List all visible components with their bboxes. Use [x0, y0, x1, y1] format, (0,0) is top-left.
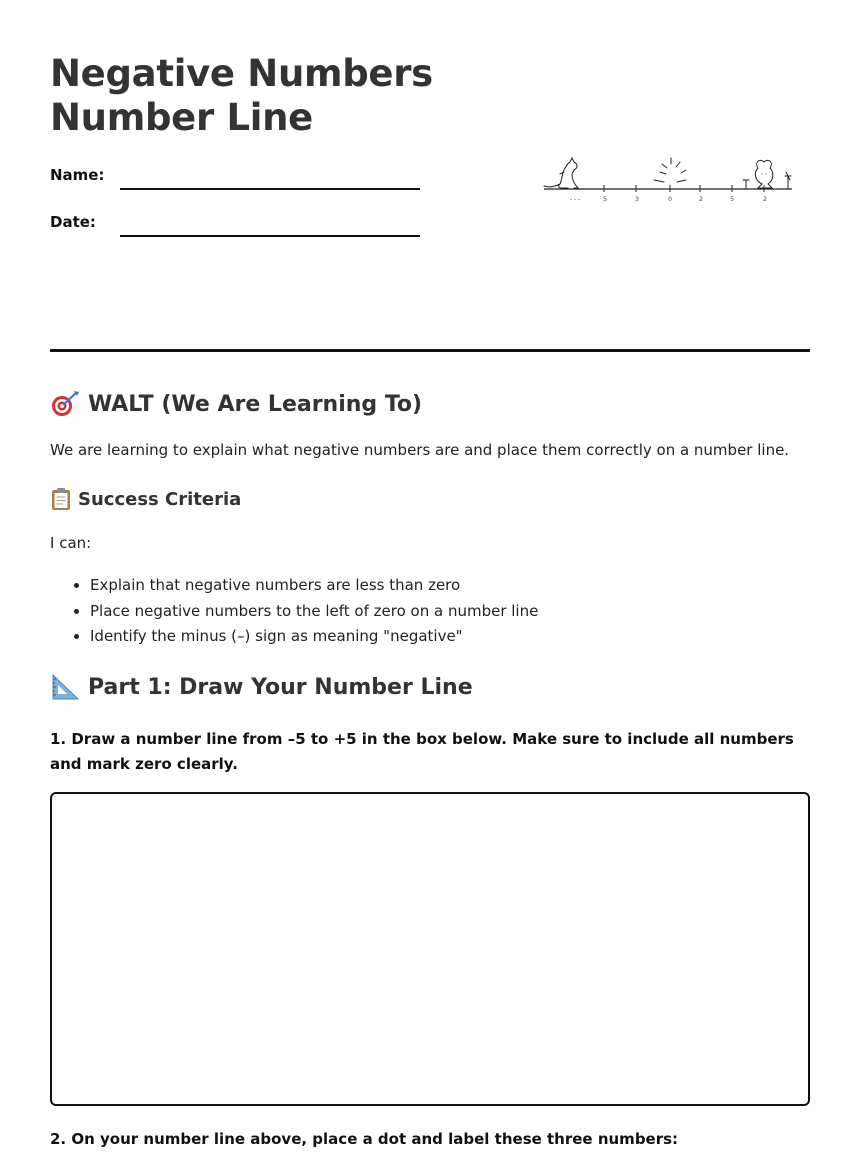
tick-label: 2 [699, 196, 703, 203]
tick-label: 0 [668, 196, 672, 203]
list-item: • Identify the minus (–) sign as meaning "negative" [90, 626, 538, 652]
part1-heading [50, 673, 473, 701]
set-square-icon [50, 673, 80, 701]
title-line-1: Negative Numbers [50, 52, 433, 95]
question-2: 2. On your number line above, place a dot and label these three numbers: [50, 1130, 679, 1148]
date-field[interactable] [120, 221, 420, 237]
success-criteria-intro: I can: [50, 534, 92, 552]
tick-label: 2 [763, 196, 767, 203]
walt-heading [50, 390, 422, 418]
title-line-2: Number Line [50, 96, 313, 139]
tick-label: 3 [635, 196, 639, 203]
target-icon [50, 390, 80, 418]
date-label: Date: [50, 213, 96, 231]
walt-heading-text: WALT (We Are Learning To) [88, 391, 423, 417]
clipboard-icon [50, 487, 72, 511]
question-1: 1. Draw a number line from –5 to +5 in the box below. Make sure to include all numbers and mark zero clearly. [50, 730, 794, 773]
header-divider [50, 349, 810, 352]
tick-label: - - - [569, 196, 581, 203]
number-line-illustration [536, 150, 800, 210]
sun-illustration [654, 158, 686, 182]
tick-label: 5 [603, 196, 607, 203]
plant-illustration [743, 172, 791, 188]
walt-text: We are learning to explain what negative numbers are and place them correctly on a number line. [50, 441, 790, 459]
kangaroo-illustration [544, 158, 578, 188]
name-label: Name: [50, 166, 105, 184]
success-criteria-heading [50, 487, 241, 511]
success-criteria-heading-text: Success Criteria [78, 488, 242, 510]
part1-heading-text: Part 1: Draw Your Number Line [88, 674, 473, 700]
list-item: • Explain that negative numbers are less than zero [90, 575, 538, 601]
page-title [50, 52, 470, 140]
tick-label: 5 [730, 196, 734, 203]
number-line-drawing-box[interactable] [50, 792, 810, 1106]
success-criteria-list [50, 575, 538, 652]
name-field[interactable] [120, 174, 420, 190]
list-item: • Place negative numbers to the left of zero on a number line [90, 601, 538, 627]
koala-illustration [755, 160, 772, 188]
